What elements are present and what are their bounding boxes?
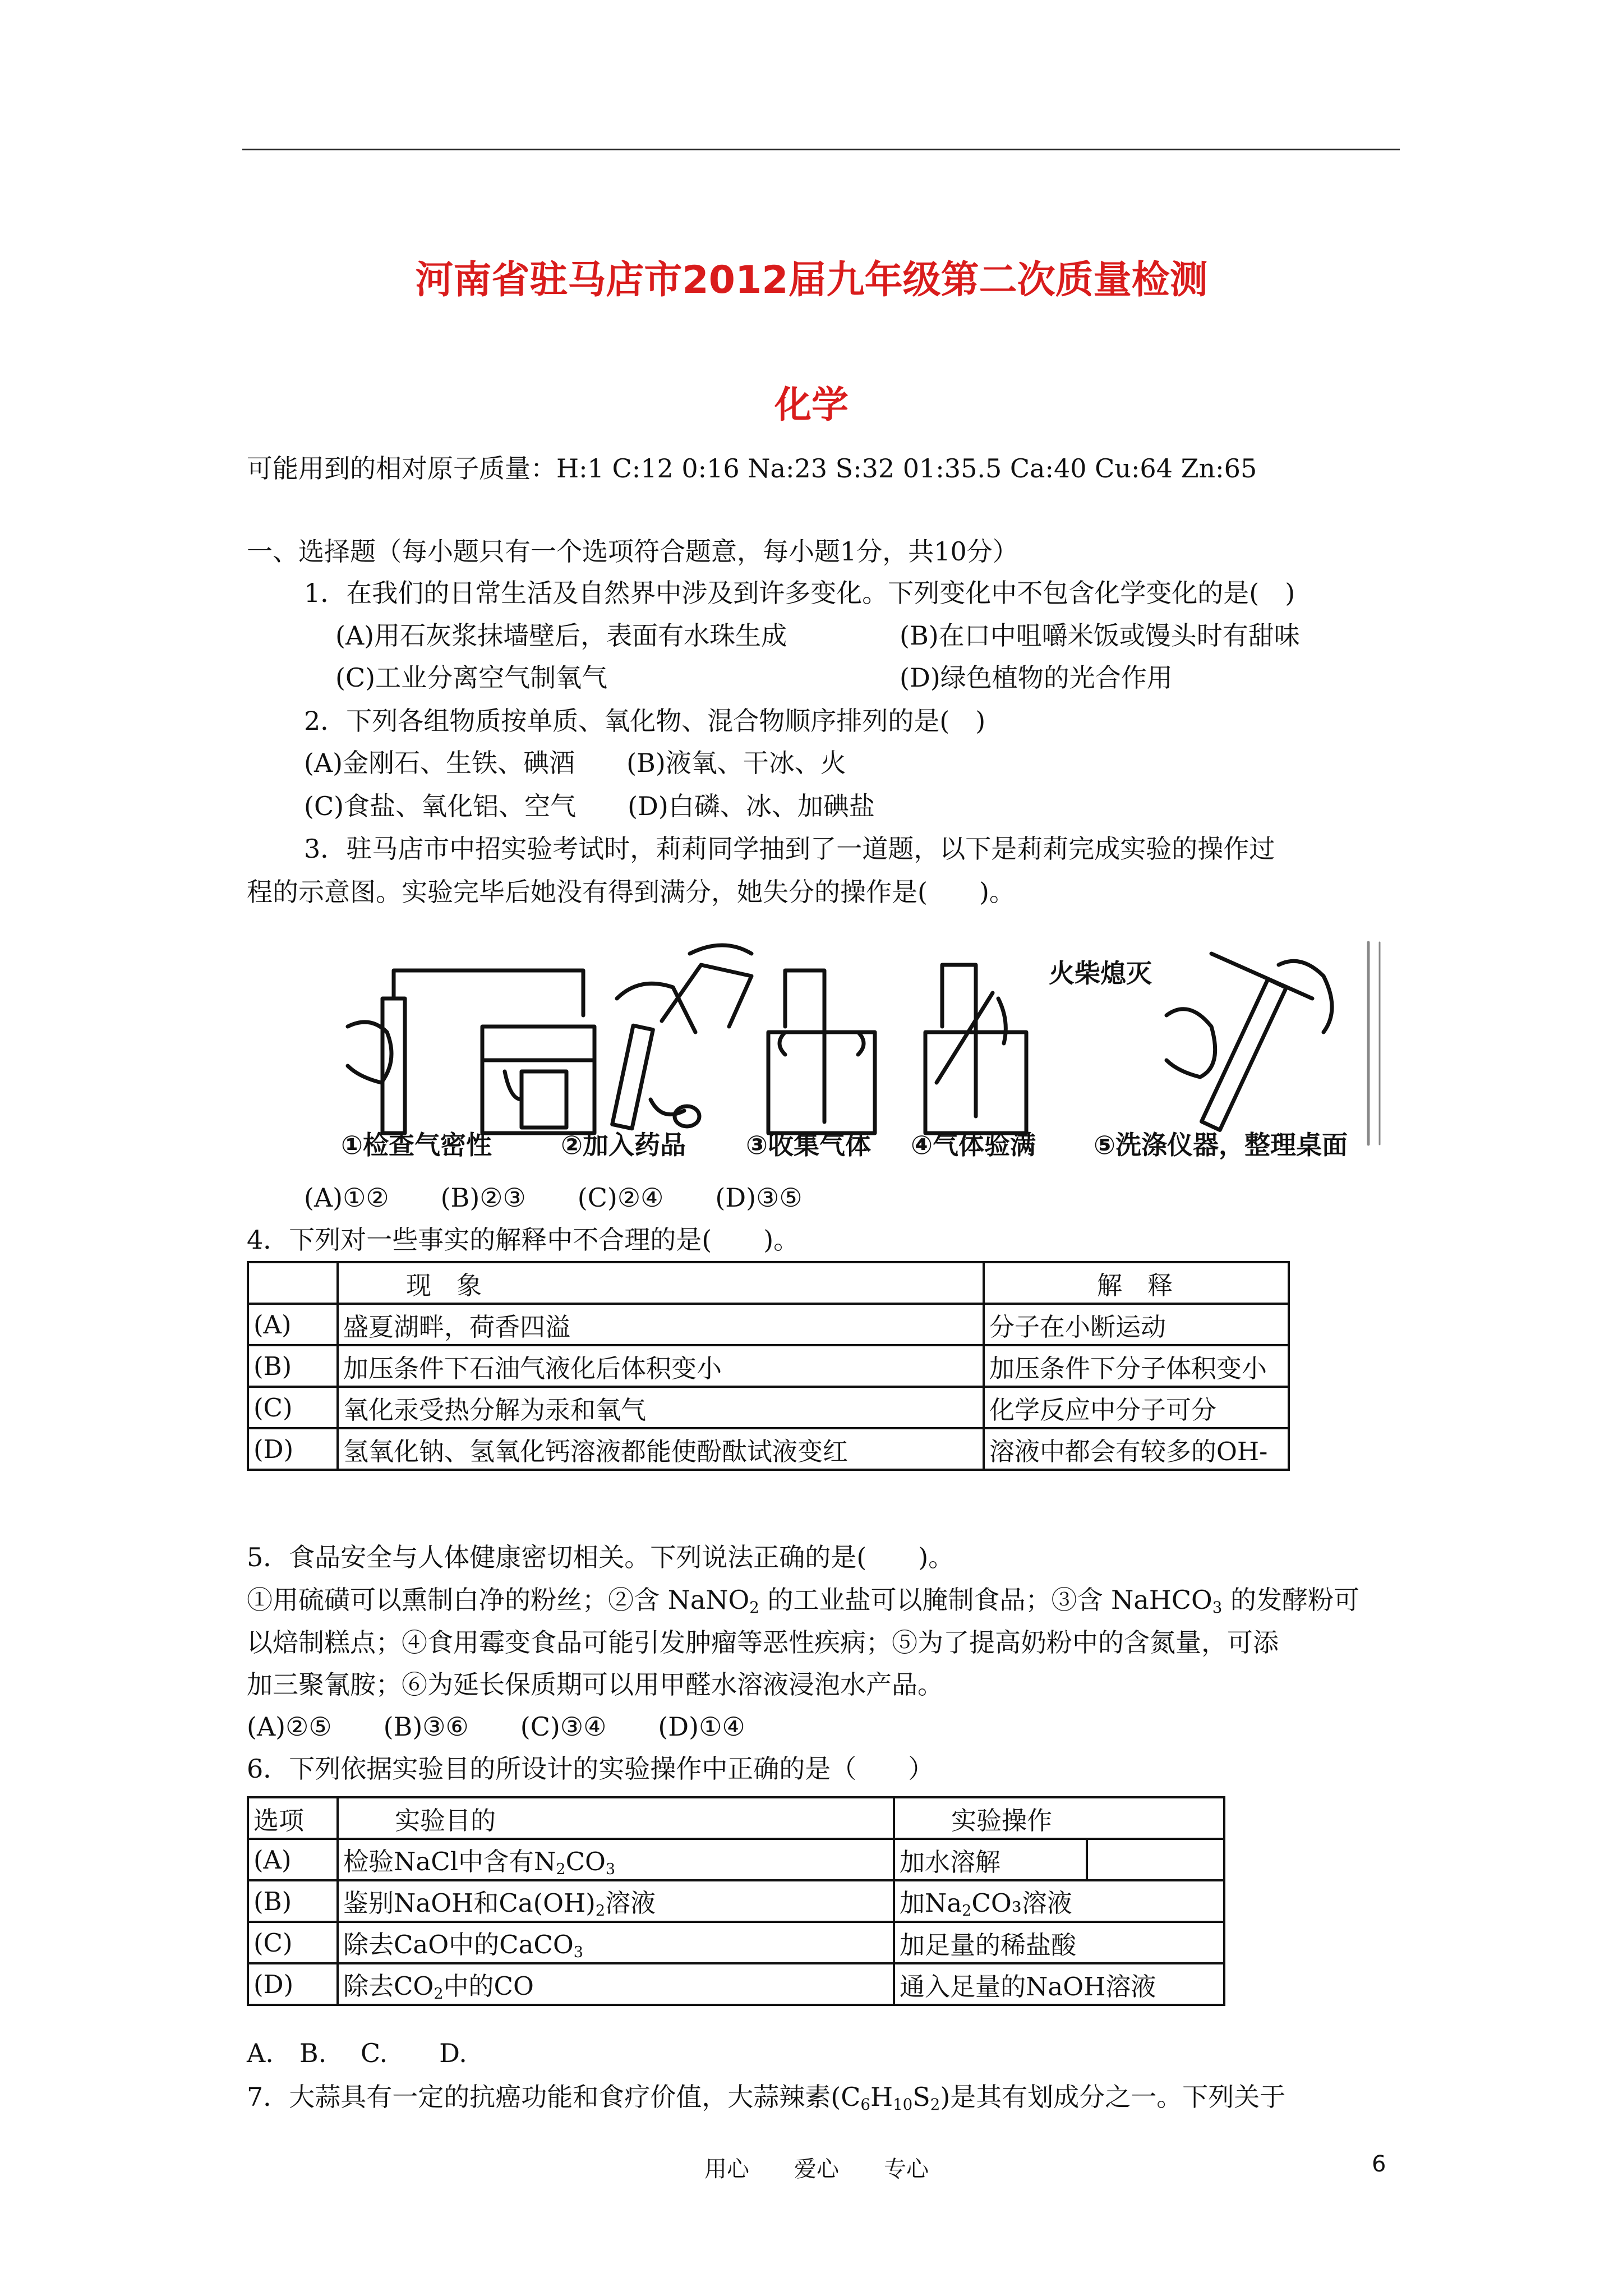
washing-instruments-illustration <box>1166 942 1380 1144</box>
cell-text: CO <box>565 1847 606 1877</box>
table-row <box>248 1304 1289 1345</box>
table-cell: 加足量的稀盐酸 <box>894 1922 1224 1963</box>
subscript: 6 <box>860 2095 870 2114</box>
table-cell: 通入足量的NaOH溶液 <box>894 1963 1224 2005</box>
q6-table <box>247 1796 1225 2006</box>
q5-text-part: 的工业盐可以腌制食品；③含 NaHCO <box>759 1585 1212 1615</box>
table-cell: 氧化汞受热分解为汞和氧气 <box>338 1387 984 1428</box>
subscript: 2 <box>930 2095 940 2114</box>
q1-option-d: (D)绿色植物的光合作用 <box>900 662 1173 693</box>
table-cell: 加压条件下分子体积变小 <box>984 1345 1289 1387</box>
q7-text-part: 7．大蒜具有一定的抗癌功能和食疗价值，大蒜辣素(C <box>247 2082 861 2112</box>
table-cell: (C) <box>248 1387 338 1428</box>
page-number: 6 <box>1372 2151 1386 2177</box>
table-cell <box>338 1922 894 1963</box>
table-row <box>248 1345 1289 1387</box>
table-header-cell: 选项 <box>248 1797 338 1839</box>
q5-text-line3: 加三聚氰胺；⑥为延长保质期可以用甲醛水溶液浸泡水产品。 <box>247 1669 943 1700</box>
subscript: 2 <box>595 1902 606 1920</box>
fig-label-1: ①检查气密性 <box>341 1130 492 1160</box>
table-cell <box>894 1880 1224 1922</box>
q2-options-ab: (A)金刚石、生铁、碘酒 (B)液氧、干冰、火 <box>304 748 846 778</box>
cell-text: 加Na <box>900 1888 962 1918</box>
table-cell: 化学反应中分子可分 <box>984 1387 1289 1428</box>
cell-text: 除去CO <box>343 1971 434 2001</box>
subscript: 2 <box>749 1598 759 1617</box>
section-heading: 一、选择题（每小题只有一个选项符合题意，每小题1分，共10分） <box>247 536 1018 567</box>
q6-options: A. B. C. D. <box>247 2038 467 2068</box>
cell-text: 检验NaCl中含有N <box>343 1847 556 1877</box>
q7-text-part: H <box>870 2082 893 2112</box>
cell-text: CO₃溶液 <box>971 1888 1072 1918</box>
cell-text: 鉴别NaOH和Ca(OH) <box>343 1888 596 1918</box>
q1-stem: 1．在我们的日常生活及自然界中涉及到许多变化。下列变化中不包含化学变化的是( ) <box>304 578 1295 608</box>
table-header-cell <box>248 1262 338 1304</box>
table-cell: 氢氧化钠、氢氧化钙溶液都能使酚酞试液变红 <box>338 1428 984 1470</box>
subscript: 3 <box>1212 1598 1223 1617</box>
q4-stem: 4．下列对一些事实的解释中不合理的是( )。 <box>247 1225 800 1255</box>
q2-stem: 2．下列各组物质按单质、氧化物、混合物顺序排列的是( ) <box>304 706 986 736</box>
q5-stem: 5．食品安全与人体健康密切相关。下列说法正确的是( )。 <box>247 1542 955 1572</box>
q5-options: (A)②⑤ (B)③⑥ (C)③④ (D)①④ <box>247 1711 745 1742</box>
q4-table <box>247 1261 1290 1471</box>
q1-option-c: (C)工业分离空气制氧气 <box>335 662 608 693</box>
gas-full-test-illustration <box>925 965 1026 1133</box>
q5-text-part: ①用硫磺可以熏制白净的粉丝；②含 NaNO <box>247 1585 750 1615</box>
q6-stem: 6．下列依据实验目的所设计的实验操作中正确的是（ ） <box>247 1754 934 1784</box>
experiment-diagram <box>336 931 1391 1150</box>
table-row <box>248 1839 1224 1880</box>
q1-option-b: (B)在口中咀嚼米饭或馒头时有甜味 <box>900 620 1300 651</box>
table-cell: (A) <box>248 1839 338 1880</box>
q7-text-part: )是其有划成分之一。下列关于 <box>940 2082 1286 2112</box>
q3-stem-line2: 程的示意图。实验完毕后她没有得到满分，她失分的操作是( )。 <box>247 877 1015 907</box>
subscript: 2 <box>556 1860 566 1878</box>
cell-text: 加水溶解 <box>900 1847 1001 1877</box>
table-header-row <box>248 1797 1224 1839</box>
q7-stem <box>247 2080 1285 2122</box>
cell-text: 中的CO <box>443 1971 534 2001</box>
subject-title: 化学 <box>774 383 849 426</box>
table-header-cell: 现 象 <box>338 1262 984 1304</box>
subscript: 2 <box>962 1902 972 1920</box>
q3-options: (A)①② (B)②③ (C)②④ (D)③⑤ <box>304 1182 803 1213</box>
table-cell: (C) <box>248 1922 338 1963</box>
subscript: 10 <box>893 2095 913 2114</box>
table-cell <box>338 1839 894 1880</box>
table-cell: 加压条件下石油气液化后体积变小 <box>338 1345 984 1387</box>
table-cell <box>894 1839 1224 1880</box>
q7-text-part: S <box>912 2082 930 2112</box>
subscript: 3 <box>605 1860 616 1878</box>
footer-motto: 用心 爱心 专心 <box>704 2156 929 2182</box>
adding-reagent-illustration <box>612 945 751 1129</box>
q5-text-line2: 以焙制糕点；④食用霉变食品可能引发肿瘤等恶性疾病；⑤为了提高奶粉中的含氮量，可添 <box>247 1627 1279 1658</box>
table-row <box>248 1428 1289 1470</box>
cell-text: 除去CaO中的CaCO <box>343 1930 574 1960</box>
fig-label-3: ③收集气体 <box>746 1130 871 1160</box>
table-row <box>248 1963 1224 2005</box>
table-cell: 盛夏湖畔，荷香四溢 <box>338 1304 984 1345</box>
atomic-mass-line: 可能用到的相对原子质量：H:1 C:12 0:16 Na:23 S:32 01:35.5 Ca:40 Cu:64 Zn:65 <box>247 453 1257 484</box>
subscript: 2 <box>434 1985 444 2003</box>
cell-text: 溶液 <box>605 1888 656 1918</box>
table-row <box>248 1880 1224 1922</box>
table-cell: (D) <box>248 1428 338 1470</box>
table-cell: (B) <box>248 1345 338 1387</box>
table-cell: (B) <box>248 1880 338 1922</box>
q3-stem-line1: 3．驻马店市中招实验考试时，莉莉同学抽到了一道题，以下是莉莉完成实验的操作过 <box>304 834 1275 864</box>
subscript: 3 <box>573 1943 583 1961</box>
table-row <box>248 1922 1224 1963</box>
q5-text-part: 的发酵粉可 <box>1222 1585 1359 1615</box>
table-header-cell: 实验目的 <box>338 1797 894 1839</box>
cell-divider <box>1086 1840 1088 1879</box>
table-header-cell: 实验操作 <box>894 1797 1224 1839</box>
fig-label-5: ⑤洗涤仪器，整理桌面 <box>1094 1130 1348 1160</box>
q5-text-line1 <box>247 1583 1359 1625</box>
table-row <box>248 1387 1289 1428</box>
header-rule <box>242 149 1400 150</box>
table-cell: (D) <box>248 1963 338 2005</box>
page-title: 河南省驻马店市2012届九年级第二次质量检测 <box>415 258 1208 302</box>
table-header-row <box>248 1262 1289 1304</box>
table-cell: 溶液中都会有较多的OH- <box>984 1428 1289 1470</box>
table-header-cell: 解 释 <box>984 1262 1289 1304</box>
q2-options-cd: (C)食盐、氧化铝、空气 (D)白磷、冰、加碘盐 <box>304 791 875 821</box>
match-extinguished-note: 火柴熄灭 <box>1049 958 1152 988</box>
fig-label-2: ②加入药品 <box>561 1130 686 1160</box>
airtightness-check-illustration <box>348 970 594 1133</box>
table-cell: (A) <box>248 1304 338 1345</box>
q1-option-a: (A)用石灰浆抹墙壁后，表面有水珠生成 <box>335 620 787 651</box>
fig-label-4: ④气体验满 <box>911 1130 1036 1160</box>
table-cell: 分子在小断运动 <box>984 1304 1289 1345</box>
table-cell <box>338 1880 894 1922</box>
table-cell <box>338 1963 894 2005</box>
gas-collection-illustration <box>768 970 875 1133</box>
